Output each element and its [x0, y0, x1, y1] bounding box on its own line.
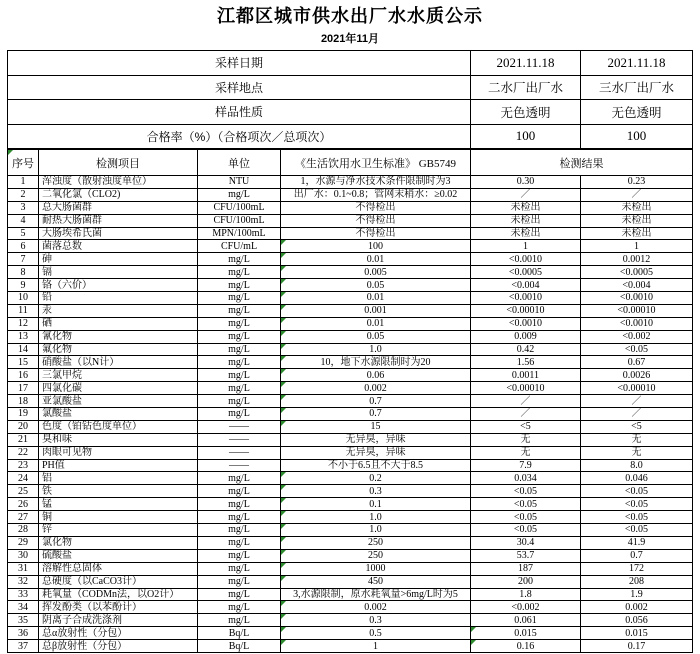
standard-limit: 0.002: [281, 382, 471, 395]
sample-date-row: [8, 51, 693, 76]
item-name: 色度（铂钴色度单位）: [39, 420, 198, 433]
item-name: 锰: [39, 498, 198, 511]
table-row: [8, 395, 693, 408]
result-plant3: <0.0005: [581, 266, 693, 279]
unit: mg/L: [198, 343, 281, 356]
item-name: 总大肠菌群: [39, 201, 198, 214]
result-plant3: 0.17: [581, 640, 693, 653]
item-name: 溶解性总固体: [39, 562, 198, 575]
result-plant3: <0.00010: [581, 304, 693, 317]
row-number: 26: [8, 498, 39, 511]
result-plant3: 8.0: [581, 459, 693, 472]
unit: mg/L: [198, 279, 281, 292]
standard-limit: 1000: [281, 562, 471, 575]
table-row: [8, 575, 693, 588]
sample-location-label: 采样地点: [8, 75, 471, 100]
result-plant3: <0.05: [581, 485, 693, 498]
row-number: 5: [8, 227, 39, 240]
table-row: [8, 433, 693, 446]
row-number: 29: [8, 536, 39, 549]
row-number: 31: [8, 562, 39, 575]
table-row: [8, 253, 693, 266]
result-plant2: 无: [471, 446, 581, 459]
table-row: [8, 279, 693, 292]
result-plant2: ／: [471, 188, 581, 201]
item-name: 阴离子合成洗涤剂: [39, 614, 198, 627]
item-name: 四氯化碳: [39, 382, 198, 395]
row-number: 37: [8, 640, 39, 653]
results-tbody: [8, 176, 693, 653]
item-name: 耗氧量（CODMn法，以O2计）: [39, 588, 198, 601]
row-number: 23: [8, 459, 39, 472]
item-name: 汞: [39, 304, 198, 317]
col-header-standard: 《生活饮用水卫生标准》 GB5749: [281, 150, 471, 176]
row-number: 11: [8, 304, 39, 317]
standard-limit: 0.005: [281, 266, 471, 279]
row-number: 3: [8, 201, 39, 214]
col-header-item: 检测项目: [39, 150, 198, 176]
row-number: 27: [8, 511, 39, 524]
row-number: 4: [8, 214, 39, 227]
table-row: [8, 459, 693, 472]
result-plant2: <0.05: [471, 524, 581, 537]
standard-limit: 1.0: [281, 343, 471, 356]
result-plant2: 53.7: [471, 549, 581, 562]
item-name: 硝酸盐（以N计）: [39, 356, 198, 369]
result-plant2: <0.004: [471, 279, 581, 292]
sample-location-plant2: 二水厂出厂水: [471, 75, 581, 100]
unit: mg/L: [198, 472, 281, 485]
sample-date-plant3: 2021.11.18: [581, 51, 693, 76]
unit: ——: [198, 446, 281, 459]
row-number: 32: [8, 575, 39, 588]
result-plant3: 1.9: [581, 588, 693, 601]
item-name: 镉: [39, 266, 198, 279]
result-plant2: 0.30: [471, 176, 581, 189]
sample-date-label: 采样日期: [8, 51, 471, 76]
result-plant2: <0.05: [471, 511, 581, 524]
item-name: 氰化物: [39, 330, 198, 343]
row-number: 9: [8, 279, 39, 292]
standard-limit: 0.06: [281, 369, 471, 382]
item-name: 锌: [39, 524, 198, 537]
result-plant2: 200: [471, 575, 581, 588]
item-name: 二氧化氯（CLO2): [39, 188, 198, 201]
result-plant2: <0.0010: [471, 253, 581, 266]
table-row: [8, 536, 693, 549]
result-plant2: 无: [471, 433, 581, 446]
row-number: 18: [8, 395, 39, 408]
result-plant3: 41.9: [581, 536, 693, 549]
result-plant3: 0.015: [581, 627, 693, 640]
standard-limit: 不得检出: [281, 214, 471, 227]
table-row: [8, 614, 693, 627]
unit: MPN/100mL: [198, 227, 281, 240]
row-number: 15: [8, 356, 39, 369]
row-number: 6: [8, 240, 39, 253]
result-plant2: <5: [471, 420, 581, 433]
table-row: [8, 201, 693, 214]
sample-nature-row: [8, 100, 693, 125]
standard-limit: 无异臭，异味: [281, 433, 471, 446]
sample-date-plant2: 2021.11.18: [471, 51, 581, 76]
standard-limit: 0.5: [281, 627, 471, 640]
standard-limit: 0.3: [281, 614, 471, 627]
table-row: [8, 549, 693, 562]
unit: mg/L: [198, 575, 281, 588]
table-row: [8, 369, 693, 382]
row-number: 13: [8, 330, 39, 343]
table-row: [8, 240, 693, 253]
standard-limit: 0.002: [281, 601, 471, 614]
sample-location-plant3: 三水厂出厂水: [581, 75, 693, 100]
result-plant2: <0.002: [471, 601, 581, 614]
unit: mg/L: [198, 485, 281, 498]
standard-limit: 不得检出: [281, 201, 471, 214]
result-plant2: <0.00010: [471, 304, 581, 317]
report-month: 2021年11月: [320, 33, 380, 45]
unit: mg/L: [198, 317, 281, 330]
col-header-unit: 单位: [198, 150, 281, 176]
row-number: 8: [8, 266, 39, 279]
col-header-result: 检测结果: [471, 150, 693, 176]
item-name: 铜: [39, 511, 198, 524]
unit: mg/L: [198, 614, 281, 627]
table-row: [8, 176, 693, 189]
row-number: 14: [8, 343, 39, 356]
unit: mg/L: [198, 562, 281, 575]
result-plant3: <0.05: [581, 498, 693, 511]
standard-limit: 15: [281, 420, 471, 433]
row-number: 1: [8, 176, 39, 189]
standard-limit: 0.05: [281, 330, 471, 343]
table-row: [8, 562, 693, 575]
table-row: [8, 292, 693, 305]
standard-limit: 1.0: [281, 524, 471, 537]
item-name: 铝: [39, 472, 198, 485]
row-number: 7: [8, 253, 39, 266]
sample-nature-plant3: 无色透明: [581, 100, 693, 125]
table-row: [8, 472, 693, 485]
sample-location-row: [8, 75, 693, 100]
item-name: 三氯甲烷: [39, 369, 198, 382]
table-row: [8, 446, 693, 459]
result-plant3: 0.23: [581, 176, 693, 189]
result-plant2: 0.0011: [471, 369, 581, 382]
result-plant3: <0.0010: [581, 292, 693, 305]
table-row: [8, 601, 693, 614]
results-header-row: [8, 150, 693, 176]
row-number: 10: [8, 292, 39, 305]
result-plant2: <0.0010: [471, 317, 581, 330]
result-plant2: 未检出: [471, 227, 581, 240]
table-row: [8, 408, 693, 421]
unit: mg/L: [198, 356, 281, 369]
standard-limit: 450: [281, 575, 471, 588]
item-name: 亚氯酸盐: [39, 395, 198, 408]
result-plant2: 187: [471, 562, 581, 575]
standard-limit: 1，水源与净水技术条件限制时为3: [281, 176, 471, 189]
row-number: 22: [8, 446, 39, 459]
standard-limit: 1: [281, 640, 471, 653]
standard-limit: 1.0: [281, 511, 471, 524]
item-name: PH值: [39, 459, 198, 472]
unit: mg/L: [198, 588, 281, 601]
table-row: [8, 214, 693, 227]
unit: Bq/L: [198, 640, 281, 653]
table-row: [8, 511, 693, 524]
result-plant3: <0.05: [581, 511, 693, 524]
result-plant3: 172: [581, 562, 693, 575]
standard-limit: 0.7: [281, 408, 471, 421]
table-row: [8, 420, 693, 433]
standard-limit: 不得检出: [281, 227, 471, 240]
unit: Bq/L: [198, 627, 281, 640]
unit: mg/L: [198, 601, 281, 614]
result-plant2: 0.034: [471, 472, 581, 485]
result-plant3: ／: [581, 188, 693, 201]
unit: NTU: [198, 176, 281, 189]
item-name: 臭和味: [39, 433, 198, 446]
sample-info-table: [7, 50, 693, 149]
standard-limit: 0.01: [281, 317, 471, 330]
result-plant3: 208: [581, 575, 693, 588]
unit: mg/L: [198, 382, 281, 395]
item-name: 总α放射性（分包）: [39, 627, 198, 640]
row-number: 36: [8, 627, 39, 640]
result-plant3: <0.00010: [581, 382, 693, 395]
table-row: [8, 330, 693, 343]
standard-limit: 250: [281, 549, 471, 562]
row-number: 24: [8, 472, 39, 485]
sample-nature-plant2: 无色透明: [471, 100, 581, 125]
result-plant2: 1.8: [471, 588, 581, 601]
row-number: 12: [8, 317, 39, 330]
table-row: [8, 188, 693, 201]
table-row: [8, 317, 693, 330]
row-number: 34: [8, 601, 39, 614]
table-row: [8, 343, 693, 356]
result-plant3: 未检出: [581, 214, 693, 227]
result-plant2: 1.56: [471, 356, 581, 369]
standard-limit: 100: [281, 240, 471, 253]
result-plant2: <0.0010: [471, 292, 581, 305]
row-number: 25: [8, 485, 39, 498]
result-plant2: 0.061: [471, 614, 581, 627]
unit: ——: [198, 420, 281, 433]
standard-limit: 不小于6.5且不大于8.5: [281, 459, 471, 472]
item-name: 砷: [39, 253, 198, 266]
pass-rate-row: [8, 124, 693, 149]
unit: mg/L: [198, 511, 281, 524]
results-table: [7, 149, 693, 653]
result-plant2: <0.05: [471, 485, 581, 498]
row-number: 33: [8, 588, 39, 601]
unit: mg/L: [198, 524, 281, 537]
result-plant3: 0.002: [581, 601, 693, 614]
table-row: [8, 266, 693, 279]
result-plant3: <0.002: [581, 330, 693, 343]
standard-limit: 0.1: [281, 498, 471, 511]
table-row: [8, 524, 693, 537]
result-plant3: 0.046: [581, 472, 693, 485]
result-plant3: 未检出: [581, 227, 693, 240]
item-name: 铬（六价）: [39, 279, 198, 292]
item-name: 耐热大肠菌群: [39, 214, 198, 227]
result-plant3: ／: [581, 395, 693, 408]
result-plant3: <0.05: [581, 524, 693, 537]
unit: CFU/mL: [198, 240, 281, 253]
item-name: 氟化物: [39, 343, 198, 356]
result-plant2: 30.4: [471, 536, 581, 549]
result-plant2: 7.9: [471, 459, 581, 472]
result-plant3: <5: [581, 420, 693, 433]
table-row: [8, 640, 693, 653]
result-plant3: <0.004: [581, 279, 693, 292]
unit: CFU/100mL: [198, 214, 281, 227]
item-name: 氯化物: [39, 536, 198, 549]
item-name: 硫酸盐: [39, 549, 198, 562]
unit: mg/L: [198, 330, 281, 343]
result-plant2: ／: [471, 408, 581, 421]
result-plant2: 1: [471, 240, 581, 253]
standard-limit: 0.2: [281, 472, 471, 485]
result-plant2: 0.42: [471, 343, 581, 356]
item-name: 铁: [39, 485, 198, 498]
table-row: [8, 382, 693, 395]
unit: mg/L: [198, 266, 281, 279]
table-row: [8, 588, 693, 601]
row-number: 28: [8, 524, 39, 537]
standard-limit: 3,水源限制，原水耗氧量>6mg/L时为5: [281, 588, 471, 601]
item-name: 菌落总数: [39, 240, 198, 253]
row-number: 21: [8, 433, 39, 446]
result-plant3: <0.0010: [581, 317, 693, 330]
unit: CFU/100mL: [198, 201, 281, 214]
item-name: 大肠埃希氏菌: [39, 227, 198, 240]
result-plant3: 0.0026: [581, 369, 693, 382]
result-plant3: 无: [581, 446, 693, 459]
standard-limit: 0.05: [281, 279, 471, 292]
pass-rate-label: 合格率（%）（合格项次／总项次）: [8, 124, 471, 149]
item-name: 氯酸盐: [39, 408, 198, 421]
item-name: 总β放射性（分包）: [39, 640, 198, 653]
item-name: 挥发酚类（以苯酚计）: [39, 601, 198, 614]
row-number: 19: [8, 408, 39, 421]
table-row: [8, 356, 693, 369]
item-name: 浑浊度（散射浊度单位）: [39, 176, 198, 189]
result-plant3: ／: [581, 408, 693, 421]
result-plant2: 未检出: [471, 201, 581, 214]
item-name: 铅: [39, 292, 198, 305]
result-plant3: 0.67: [581, 356, 693, 369]
result-plant3: 1: [581, 240, 693, 253]
unit: mg/L: [198, 369, 281, 382]
result-plant2: 未检出: [471, 214, 581, 227]
row-number: 2: [8, 188, 39, 201]
result-plant2: <0.00010: [471, 382, 581, 395]
row-number: 20: [8, 420, 39, 433]
unit: mg/L: [198, 188, 281, 201]
standard-limit: 0.01: [281, 292, 471, 305]
unit: ——: [198, 433, 281, 446]
item-name: 总硬度（以CaCO3计）: [39, 575, 198, 588]
result-plant2: <0.05: [471, 498, 581, 511]
unit: mg/L: [198, 253, 281, 266]
standard-limit: 出厂水：0.1~0.8；管网末稍水：≥0.02: [281, 188, 471, 201]
result-plant2: 0.16: [471, 640, 581, 653]
unit: ——: [198, 459, 281, 472]
row-number: 30: [8, 549, 39, 562]
unit: mg/L: [198, 304, 281, 317]
result-plant3: 无: [581, 433, 693, 446]
unit: mg/L: [198, 536, 281, 549]
pass-rate-plant3: 100: [581, 124, 693, 149]
result-plant2: 0.015: [471, 627, 581, 640]
row-number: 35: [8, 614, 39, 627]
unit: mg/L: [198, 498, 281, 511]
page-title: 江都区城市供水出厂水水质公示: [217, 6, 483, 26]
table-row: [8, 304, 693, 317]
standard-limit: 0.001: [281, 304, 471, 317]
table-row: [8, 227, 693, 240]
sample-nature-label: 样品性质: [8, 100, 471, 125]
table-row: [8, 627, 693, 640]
unit: mg/L: [198, 395, 281, 408]
result-plant3: 未检出: [581, 201, 693, 214]
table-row: [8, 498, 693, 511]
standard-limit: 10，地下水源限制时为20: [281, 356, 471, 369]
standard-limit: 无异臭，异味: [281, 446, 471, 459]
result-plant2: ／: [471, 395, 581, 408]
standard-limit: 0.01: [281, 253, 471, 266]
row-number: 16: [8, 369, 39, 382]
unit: mg/L: [198, 408, 281, 421]
standard-limit: 250: [281, 536, 471, 549]
result-plant2: <0.0005: [471, 266, 581, 279]
result-plant3: 0.7: [581, 549, 693, 562]
table-row: [8, 485, 693, 498]
result-plant2: 0.009: [471, 330, 581, 343]
result-plant3: 0.056: [581, 614, 693, 627]
item-name: 肉眼可见物: [39, 446, 198, 459]
result-plant3: <0.05: [581, 343, 693, 356]
col-header-no: 序号: [8, 150, 39, 176]
unit: mg/L: [198, 292, 281, 305]
item-name: 硒: [39, 317, 198, 330]
standard-limit: 0.3: [281, 485, 471, 498]
unit: mg/L: [198, 549, 281, 562]
row-number: 17: [8, 382, 39, 395]
pass-rate-plant2: 100: [471, 124, 581, 149]
standard-limit: 0.7: [281, 395, 471, 408]
result-plant3: 0.0012: [581, 253, 693, 266]
